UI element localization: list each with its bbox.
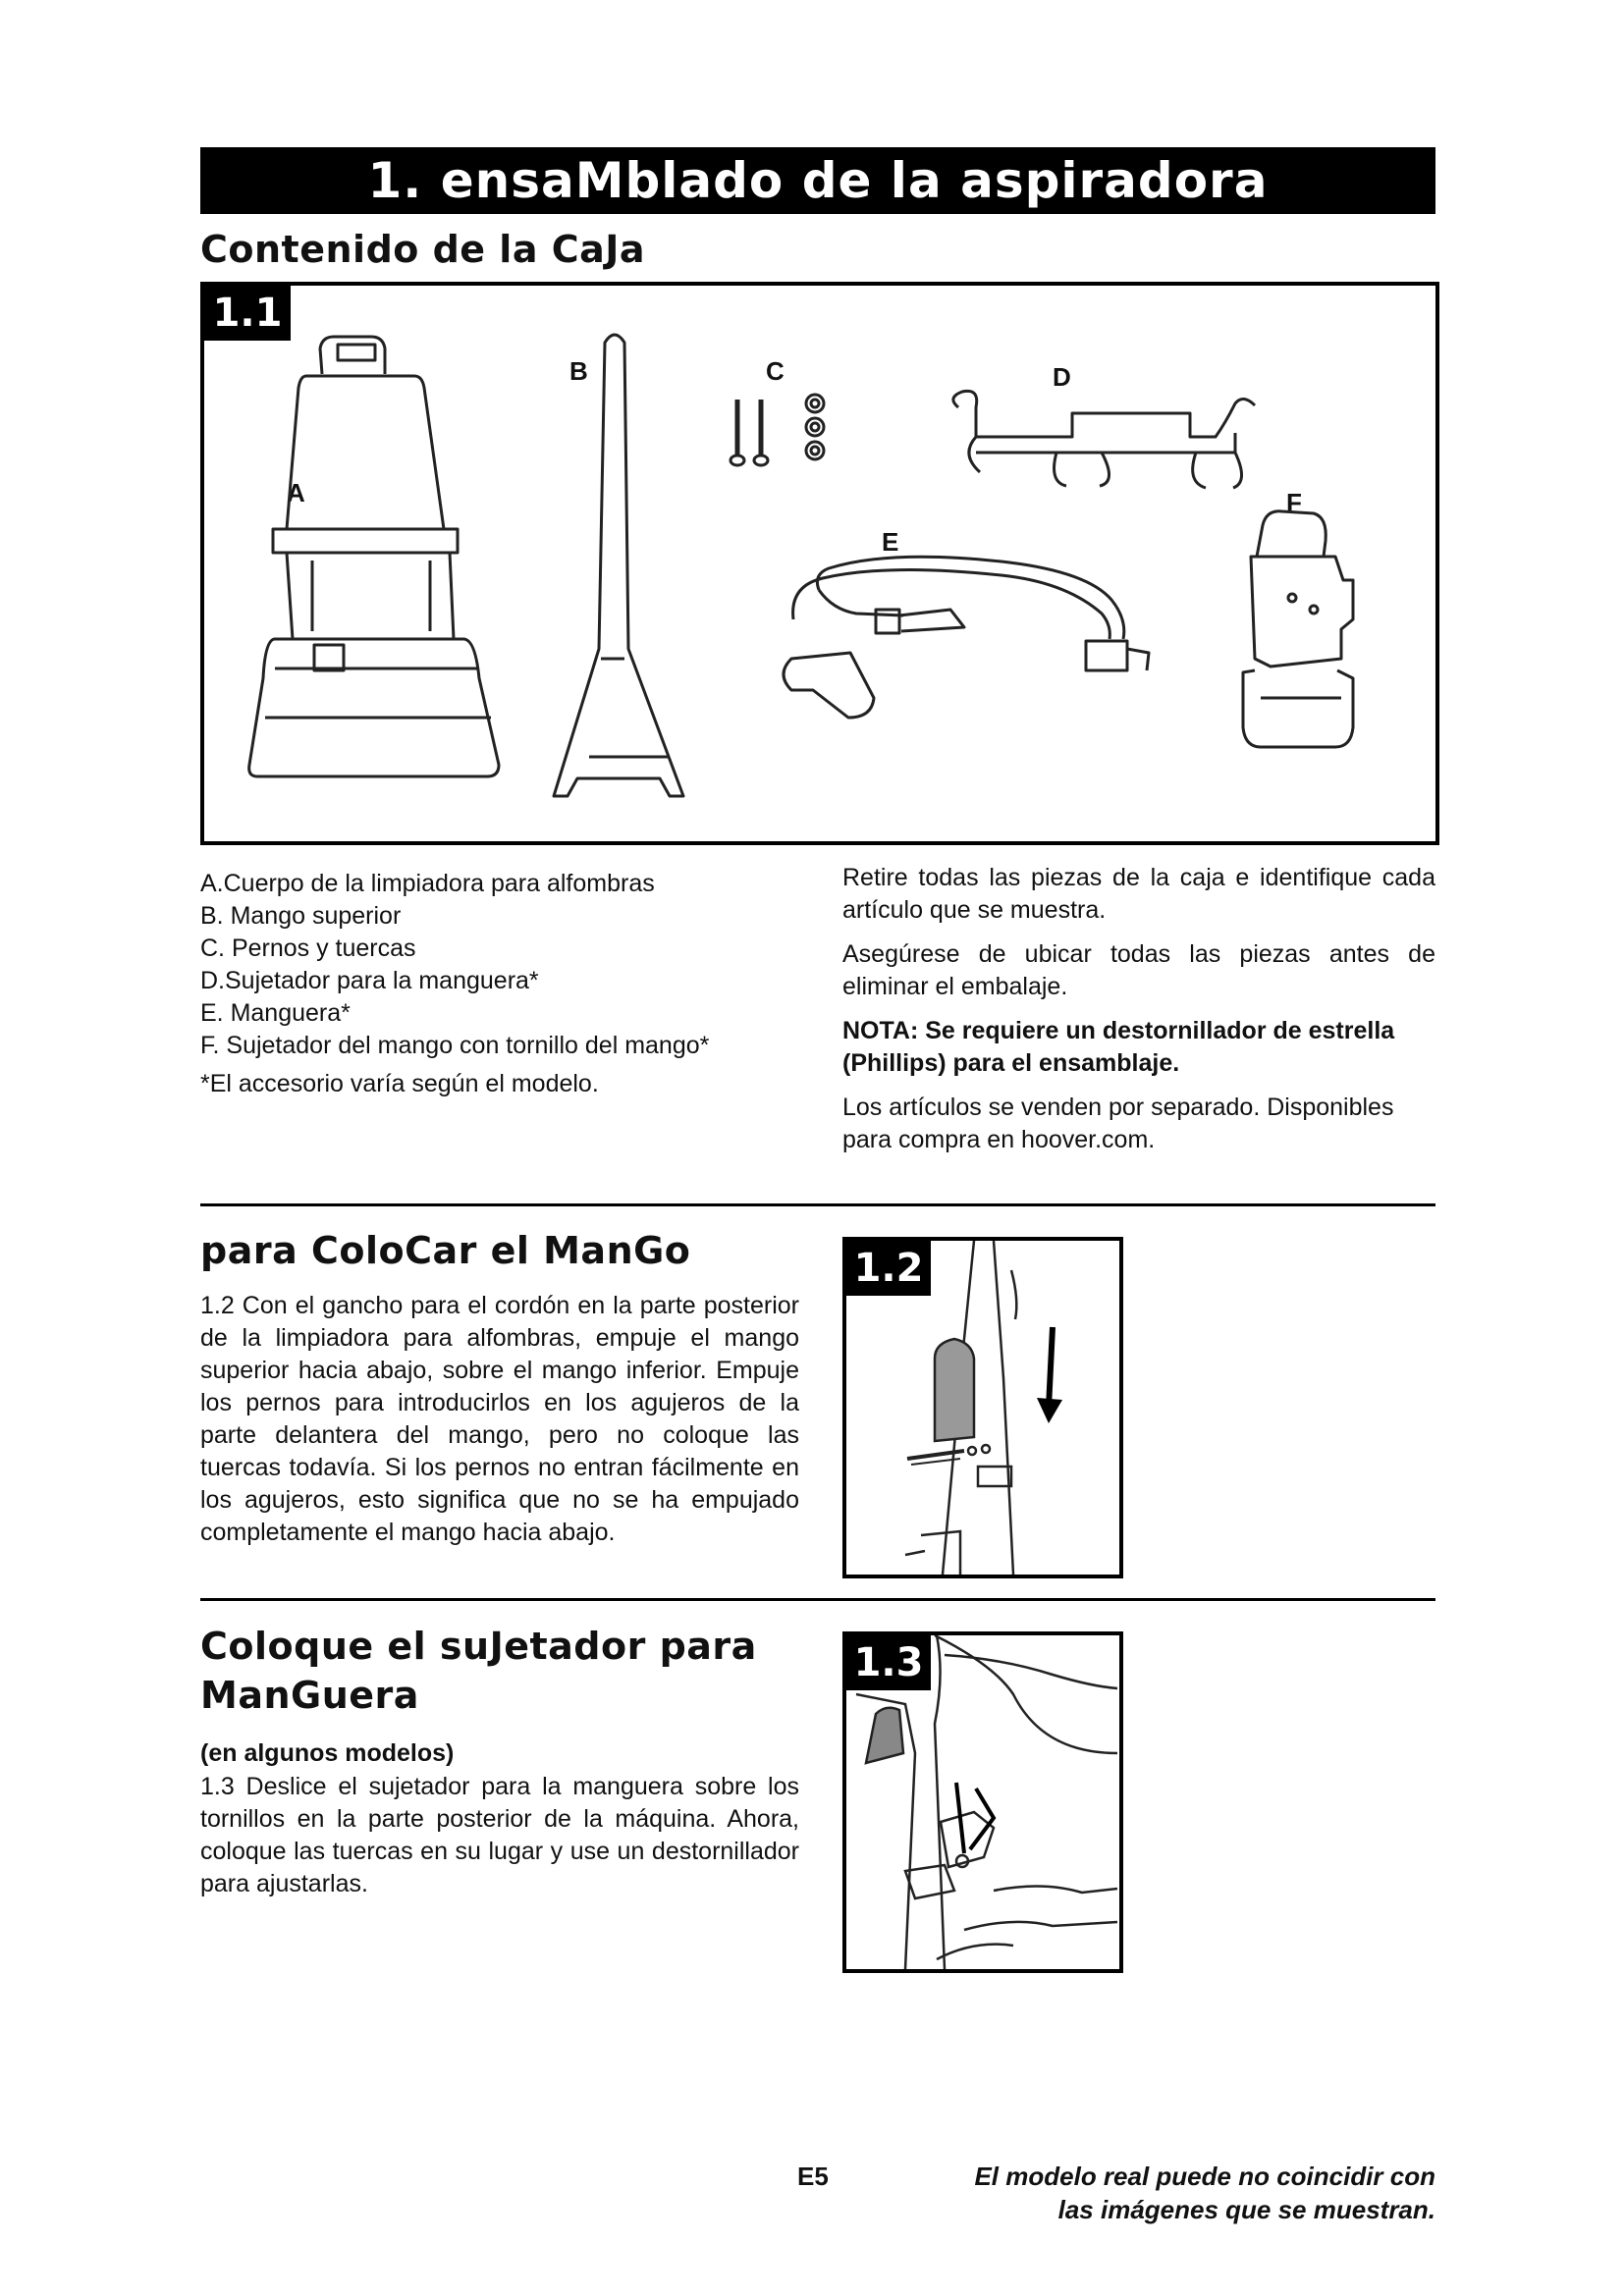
label-a: A: [287, 478, 305, 507]
figure-tag-1-3: 1.3: [846, 1635, 931, 1690]
section-divider: [200, 1203, 1435, 1206]
models-subheading: (en algunos modelos): [200, 1739, 455, 1767]
disclaimer-line: las imágenes que se muestran.: [1057, 2195, 1435, 2224]
box-contents-heading: Contenido de la CaJa: [200, 228, 646, 271]
handle-holder-icon: [1243, 511, 1353, 747]
parts-list: [200, 868, 789, 1100]
page-number: E5: [797, 2162, 829, 2191]
figure-1-2: [842, 1237, 1123, 1578]
carpet-cleaner-body-icon: [249, 337, 499, 776]
parts-list-item: B. Mango superior: [200, 902, 402, 930]
parts-list-item: C. Pernos y tuercas: [200, 934, 416, 962]
hose-icon: [784, 557, 1149, 718]
hose-instructions: 1.3 Deslice el sujetador para la manguera sobre los tornillos en la parte posterior de la máquina. Ahora, coloque las tuercas en su lugar y use un destornillador para ajustarlas.: [200, 1773, 799, 1897]
hose-holder-icon: [953, 391, 1255, 488]
instruction-paragraph: Asegúrese de ubicar todas las piezas antes de eliminar el embalaje.: [842, 940, 1435, 1000]
label-d: D: [1053, 362, 1071, 392]
label-f: F: [1286, 488, 1302, 517]
hose-section-heading: [200, 1622, 757, 1720]
instruction-paragraph: Retire todas las piezas de la caja e identifique cada artículo que se muestra.: [842, 864, 1435, 924]
figure-tag-1-1: 1.1: [204, 286, 291, 341]
parts-list-item: E. Manguera*: [200, 999, 351, 1027]
hose-holder-attach-illustration: [846, 1635, 1119, 1969]
box-instructions: [842, 862, 1435, 1168]
disclaimer-line: El modelo real puede no coincidir con: [974, 2162, 1435, 2191]
section-divider: [200, 1598, 1435, 1601]
upper-handle-icon: [554, 335, 683, 796]
handle-attach-illustration: [846, 1241, 1119, 1575]
down-arrow-icon: [1037, 1327, 1062, 1423]
figure-tag-1-2: 1.2: [846, 1241, 931, 1296]
section-title: 1. ensaMblado de la aspiradora: [367, 152, 1269, 209]
parts-list-item: A.Cuerpo de la limpiadora para alfombras: [200, 870, 655, 897]
hose-heading-line: Coloque el suJetador para: [200, 1625, 757, 1668]
handle-section-heading: para ColoCar el ManGo: [200, 1229, 691, 1272]
parts-illustration: [204, 286, 1435, 841]
hose-heading-line: ManGuera: [200, 1674, 419, 1717]
label-c: C: [766, 356, 785, 386]
figure-1-1: [200, 282, 1439, 845]
label-b: B: [569, 356, 588, 386]
handle-instructions: 1.2 Con el gancho para el cordón en la parte posterior de la limpiadora para alfombras, empuje el mango superior hacia abajo, sobre el mango inferior. Empuje los pernos para introducirlos en los agujeros de la parte delantera del mango, pero no coloque las tuercas todavía. Si los pernos no entran fácilmente en los agujeros, esto significa que no se ha empujado completamente el mango hacia abajo.: [200, 1292, 799, 1546]
screwdriver-note: NOTA: Se requiere un destornillador de estrella (Phillips) para el ensamblaje.: [842, 1017, 1395, 1077]
bolts-and-nuts-icon: [731, 395, 824, 465]
section-title-bar: [200, 147, 1435, 214]
parts-list-item: F. Sujetador del mango con tornillo del mango*: [200, 1032, 710, 1059]
label-e: E: [882, 527, 899, 557]
parts-list-item: D.Sujetador para la manguera*: [200, 967, 539, 994]
accessory-footnote: *El accesorio varía según el modelo.: [200, 1070, 599, 1097]
image-disclaimer: [884, 2160, 1435, 2226]
figure-1-3: [842, 1631, 1123, 1973]
sold-separately-note: Los artículos se venden por separado. Disponibles para compra en hoover.com.: [842, 1094, 1394, 1153]
